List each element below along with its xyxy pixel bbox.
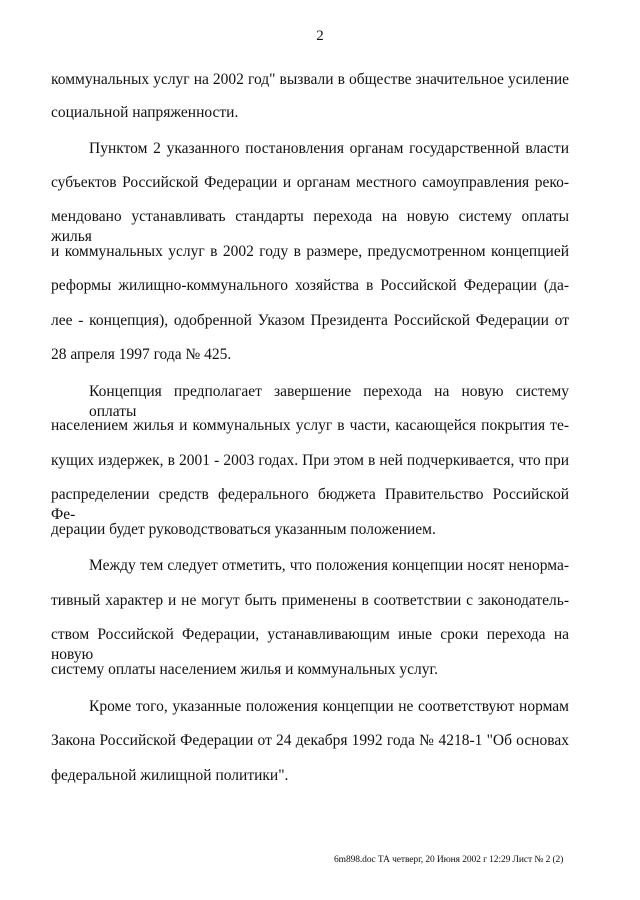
text-line: Закона Российской Федерации от 24 декабря 1992 года № 4218-1 "Об основах bbox=[51, 732, 569, 749]
text-line: распределении средств федерального бюджета Правительство Российской Фе- bbox=[51, 486, 569, 523]
text-line: систему оплаты населением жилья и коммунальных услуг. bbox=[51, 661, 438, 678]
text-line: кущих издержек, в 2001 - 2003 годах. При этом в ней подчеркивается, что при bbox=[51, 452, 569, 469]
text-line: тивный характер и не могут быть применены в соответствии с законодатель- bbox=[51, 592, 569, 609]
page-number: 2 bbox=[316, 28, 324, 44]
text-line: ством Российской Федерации, устанавливающим иные сроки перехода на новую bbox=[51, 626, 569, 663]
text-line: Концепция предполагает завершение перехода на новую систему оплаты bbox=[89, 383, 569, 420]
text-line: и коммунальных услуг в 2002 году в размере, предусмотренном концепцией bbox=[51, 243, 569, 260]
text-line: населением жилья и коммунальных услуг в части, касающейся покрытия те- bbox=[51, 417, 569, 434]
text-line: 28 апреля 1997 года № 425. bbox=[51, 346, 232, 363]
text-line: мендовано устанавливать стандарты перехода на новую систему оплаты жилья bbox=[51, 208, 569, 245]
document-footer: 6m898.doc ТА четверг, 20 Июня 2002 г 12:29 Лист № 2 (2) bbox=[334, 855, 564, 865]
text-line: Пунктом 2 указанного постановления органам государственной власти bbox=[89, 140, 569, 157]
text-line: реформы жилищно-коммунального хозяйства в Российской Федерации (да- bbox=[51, 277, 569, 294]
text-line: лее - концепция), одобренной Указом Президента Российской Федерации от bbox=[51, 312, 569, 329]
text-line: федеральной жилищной политики". bbox=[51, 767, 289, 784]
text-line: Кроме того, указанные положения концепции не соответствуют нормам bbox=[89, 698, 569, 715]
text-line: Между тем следует отметить, что положения концепции носят ненорма- bbox=[89, 557, 569, 574]
text-line: дерации будет руководствоваться указанным положением. bbox=[51, 521, 436, 538]
text-line: социальной напряженности. bbox=[51, 104, 239, 121]
text-line: субъектов Российской Федерации и органам местного самоуправления реко- bbox=[51, 174, 569, 191]
text-line: коммунальных услуг на 2002 год" вызвали в обществе значительное усиление bbox=[51, 71, 569, 88]
